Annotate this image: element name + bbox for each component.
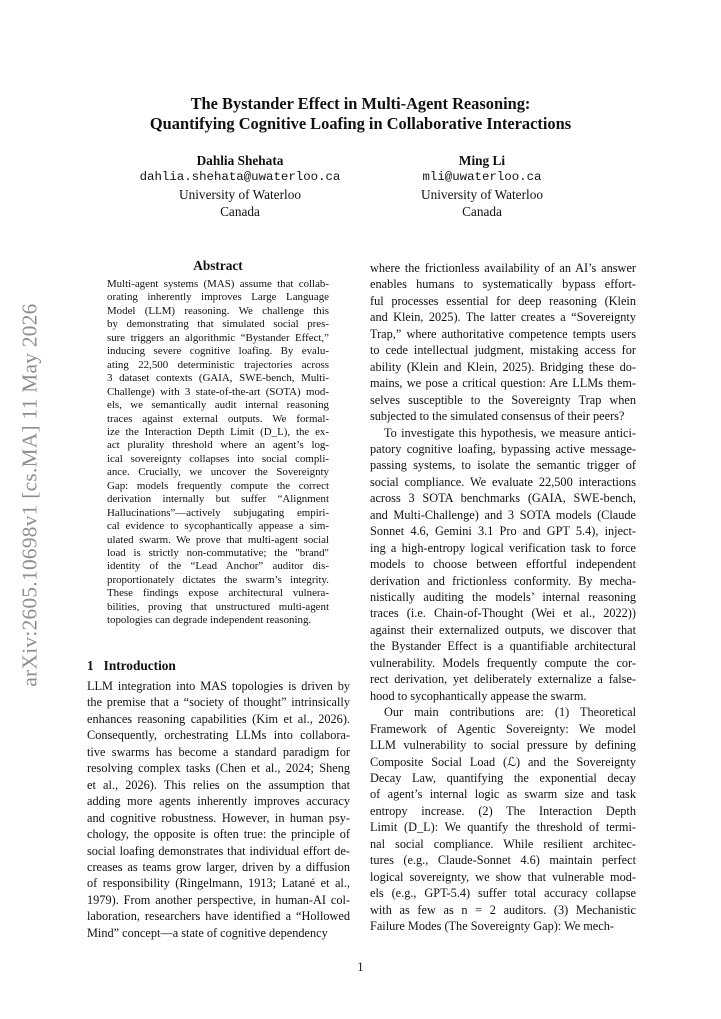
text-line: creases as teams grow larger, driven by a diffusion	[87, 859, 350, 874]
text-line: ize the Interaction Depth Limit (D_L), the ex-	[107, 425, 329, 438]
section-heading-introduction	[87, 659, 176, 672]
text-line: 3 dataset contexts (GAIA, SWE-bench, Multi-	[107, 372, 329, 385]
text-line: adding more agents inherently improves accuracy	[87, 794, 350, 809]
page-number: 1	[357, 960, 364, 974]
text-line: of responsibility (Ringelmann, 1913; Latané et al.,	[87, 876, 350, 891]
text-line: Composite Social Load (ℒ) and the Sovereignty	[370, 754, 636, 769]
text-line: selves susceptible to the Sovereignty Trap when	[370, 392, 636, 407]
author-email: dahlia.shehata@uwaterloo.ca	[139, 170, 341, 184]
text-line: tures (e.g., Claude-Sonnet 4.6) maintain perfect	[370, 853, 636, 868]
text-line: with as few as n = 2 auditors. (3) Mechanistic	[370, 902, 636, 917]
text-line: tive swarms has become a standard paradigm for	[87, 744, 350, 759]
text-line: by demonstrating that simulated social pres-	[107, 318, 329, 331]
text-line: Framework of Agentic Sovereignty: We model	[370, 721, 636, 736]
text-line: laboration, researchers have identified a “Hollowed	[87, 909, 350, 924]
arxiv-identifier	[16, 290, 44, 700]
text-line: enables humans to systematically bypass effort-	[370, 277, 636, 292]
text-line: hood to sycophantically appease the swarm.	[370, 688, 587, 703]
text-line: load is strictly non-commutative; the "brand"	[107, 547, 329, 559]
text-line: et al., 2026). This relies on the assumption that	[87, 777, 350, 792]
text-line: nistically auditing the models’ internal reasoning	[370, 590, 636, 604]
author-name: Dahlia Shehata	[196, 153, 284, 168]
text-line: LLM vulnerability to social pressure by defining	[370, 738, 636, 753]
text-line: mains, we pose a critical question: Are LLMs them-	[370, 376, 636, 391]
text-line: Failure Modes (The Sovereignty Gap): We mech-	[370, 919, 614, 933]
text-line: LLM integration into MAS topologies is driven by	[87, 679, 350, 693]
text-line: social loafing demonstrates that individual effort de-	[87, 843, 350, 858]
text-line: els (e.g., GPT-5.4) suffer total accuracy collapse	[370, 886, 636, 901]
text-line: Challenge) with 3 state-of-the-art (SOTA) mod-	[107, 385, 329, 398]
text-line: proportionately dictates the swarm’s integrity.	[107, 573, 329, 586]
text-line: sure triggers an algorithmic “Bystander Effect,”	[107, 331, 329, 344]
text-line: ful processes essential for deep reasoning (Klein	[370, 293, 636, 308]
author-affiliation: University of Waterloo	[420, 187, 544, 202]
text-line: Limit (D_L): We quantify the threshold of termi-	[370, 820, 636, 835]
paper-title-line-2: Quantifying Cognitive Loafing in Collaborative Interactions	[149, 114, 572, 133]
text-line: orating inherently improves Large Language	[107, 291, 329, 304]
text-line: identity of the “Lead Anchor” auditor dis-	[107, 560, 329, 573]
text-line: where the frictionless availability of an AI’s answer	[370, 261, 636, 275]
section-number: 1	[87, 658, 94, 673]
text-line: vulnerability. Models frequently compute the cor-	[370, 655, 636, 670]
text-line: models to choose between effortful independent	[370, 557, 636, 572]
text-line: traces (i.e. Chain-of-Thought (Wei et al., 2022))	[370, 606, 636, 621]
text-line: the Bystander Effect is a quantifiable architectural	[370, 639, 636, 654]
text-line: Our main contributions are: (1) Theoretical	[384, 705, 636, 720]
text-line: across 3 SOTA benchmarks (GAIA, SWE-bench,	[370, 491, 636, 506]
text-line: of agent’s internal logic as swarm size and task	[370, 787, 636, 802]
text-line: and cognitive robustness. However, in human psy-	[87, 810, 350, 825]
abstract-heading: Abstract	[193, 258, 243, 273]
text-line: chology, the opposite is often true: the principle of	[87, 827, 350, 842]
author-block-2	[352, 154, 612, 222]
text-line: entropy increase. (2) The Interaction Depth	[370, 803, 636, 818]
text-line: enhances reasoning capabilities (Kim et al., 2026).	[87, 711, 350, 726]
paper-title-line-1: The Bystander Effect in Multi-Agent Reasoning:	[190, 94, 531, 113]
text-line: subjected to the simulated consensus of their peers?	[370, 409, 625, 424]
text-line: cal evidence to sycophantically appease a sim-	[107, 520, 329, 533]
text-line: traces against external outputs. We formal-	[107, 412, 329, 425]
text-line: ulated swarm. We prove that multi-agent social	[107, 533, 329, 546]
author-country: Canada	[462, 204, 502, 219]
text-line: Mind” concept—a state of cognitive dependency	[87, 925, 328, 940]
text-line: social compliance. We evaluate 22,500 interactions	[370, 474, 636, 489]
text-line: topologies can degrade independent reasoning.	[107, 614, 312, 627]
text-line: and Klein, 2025). The latter creates a “Sovereignty	[370, 310, 636, 325]
text-line: and Multi-Challenge) and 3 SOTA models (Claude	[370, 507, 636, 522]
text-line: nal social compliance. While resilient architec-	[370, 836, 636, 851]
text-line: Sonnet 4.6, Gemini 3.1 Pro and GPT 5.4), inject-	[370, 524, 636, 539]
text-line: To investigate this hypothesis, we measure antici-	[384, 425, 636, 440]
text-line: Model (LLM) reasoning. We challenge this	[107, 304, 329, 317]
author-block-1	[110, 154, 370, 222]
text-line: inducing severe cognitive loafing. By evalu-	[107, 345, 329, 358]
section-title: Introduction	[103, 658, 176, 673]
text-line: ing a high-entropy logical verification task to force	[370, 540, 636, 555]
text-line: ical sovereignty collapses into social compli-	[107, 452, 329, 465]
author-name: Ming Li	[458, 153, 506, 168]
text-line: passing systems, to isolate the semantic trigger of	[370, 458, 636, 473]
arxiv-identifier-text: arXiv:2605.10698v1 [cs.MA] 11 May 2026	[17, 303, 42, 687]
text-line: ating 22,500 deterministic trajectories across	[107, 358, 329, 371]
author-country: Canada	[220, 204, 260, 219]
text-line: Trap,” where authoritative competence tempts users	[370, 326, 636, 341]
author-affiliation: University of Waterloo	[178, 187, 302, 202]
text-line: ance. Crucially, we uncover the Sovereignty	[107, 466, 329, 479]
text-line: Consequently, orchestrating LLMs into collabora-	[87, 728, 350, 743]
text-line: the premise that a “society of thought” intrinsically	[87, 695, 350, 710]
text-line: derivation internally but suffer “Alignment	[107, 493, 329, 506]
text-line: 1979). From another perspective, in human-AI col-	[87, 892, 350, 907]
text-line: against their externalized outputs, we discover that	[370, 622, 636, 637]
author-email: mli@uwaterloo.ca	[422, 170, 542, 184]
text-line: Multi-agent systems (MAS) assume that collab-	[107, 278, 329, 290]
text-line: These findings expose architectural vulnera-	[107, 587, 329, 600]
text-line: act plurality threshold where an agent’s log-	[107, 439, 329, 452]
text-line: derivation and frictionless conformity. By mecha-	[370, 573, 636, 588]
text-line: Hallucinations”—actively subjugating empiri-	[107, 506, 329, 519]
text-line: els, we semantically audit internal reasoning	[107, 399, 329, 412]
text-line: ability (Klein and Klein, 2025). Bridging these do-	[370, 359, 636, 374]
text-line: Gap: models frequently compute the correct	[107, 479, 329, 492]
text-line: patory cognitive loafing, bypassing active message-	[370, 441, 636, 456]
text-line: Decay Law, quantifying the exponential decay	[370, 770, 636, 785]
text-line: rect derivation, yet deliberately externalize a false-	[370, 672, 636, 687]
text-line: logical sovereignty, we show that vulnerable mod-	[370, 869, 636, 884]
text-line: to cede intellectual judgment, mistaking access for	[370, 343, 636, 358]
text-line: resolving complex tasks (Chen et al., 2024; Sheng	[87, 761, 350, 776]
text-line: bilities, proving that unstructured multi-agent	[107, 600, 329, 613]
